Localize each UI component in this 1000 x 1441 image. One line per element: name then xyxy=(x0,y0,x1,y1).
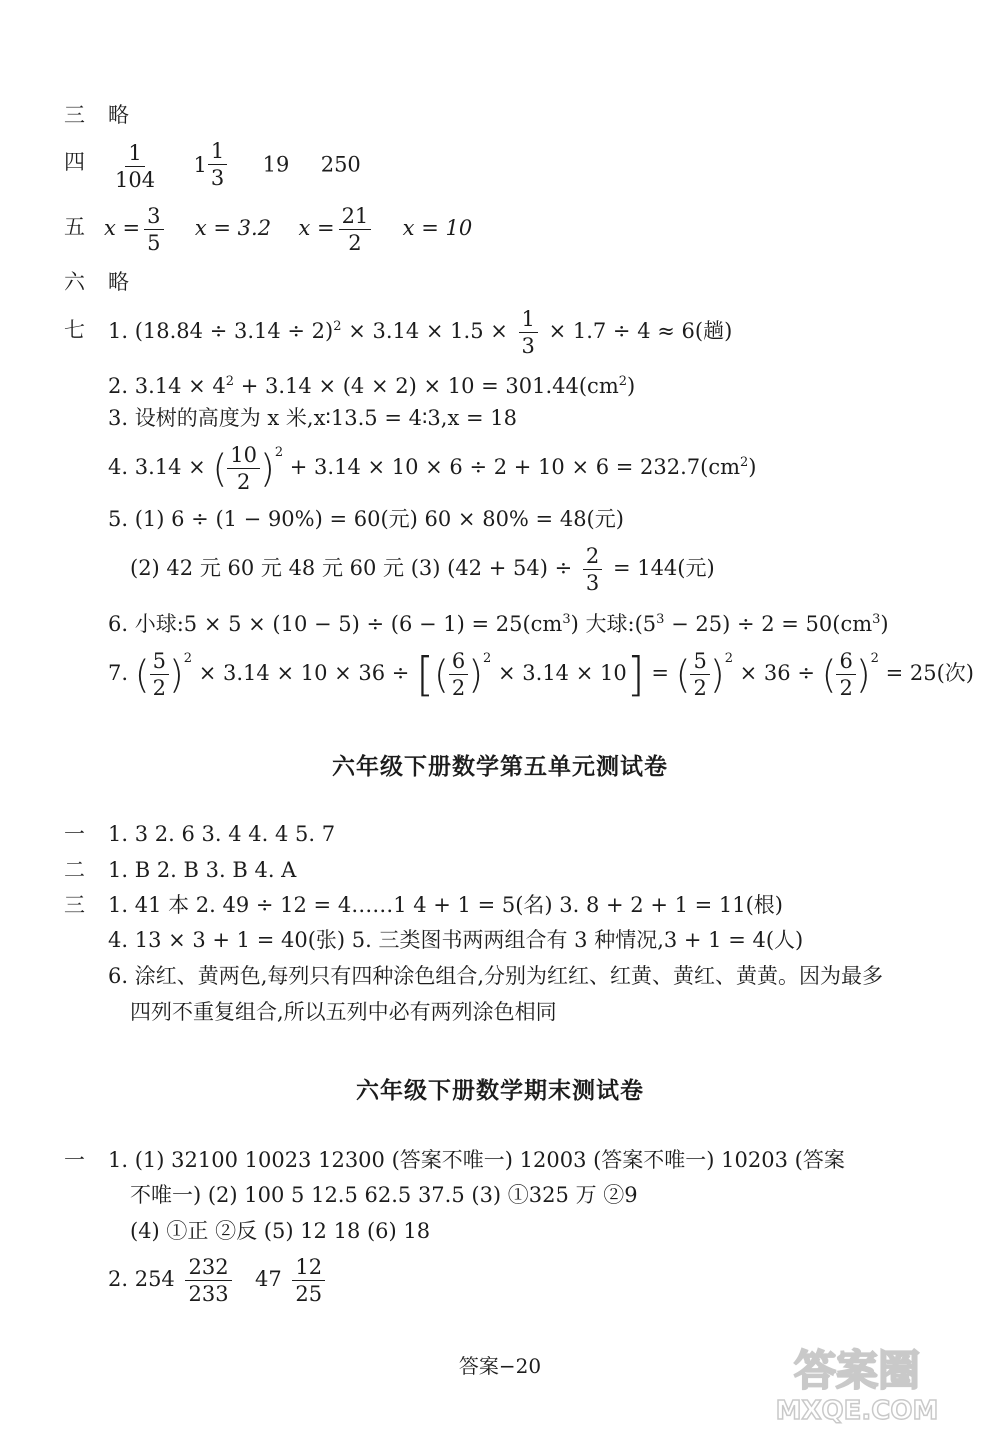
final-yi-line2: 不唯一) (2) 100 5 12.5 62.5 37.5 (3) ①325 万 ②9 xyxy=(130,1183,638,1207)
unit5-san-line1: 1. 41 本 2. 49 ÷ 12 = 4……1 4 + 1 = 5(名) 3. 8 + 2 + 1 = 11(根) xyxy=(108,893,784,917)
item-er-marker: 二 xyxy=(64,858,85,882)
section-heading-unit5: 六年级下册数学第五单元测试卷 xyxy=(332,754,668,780)
unit5-san-line3: 6. 涂红、黄两色,每列只有四种涂色组合,分别为红红、红黄、黄红、黄黄。因为最多 xyxy=(108,964,884,988)
qi-q5-2: (2) 42 元 60 元 48 元 60 元 (3) (42 + 54) ÷ $\frac{2}{3}$ = 144(元) xyxy=(130,544,715,596)
qi-q4: 4. 3.14 × ( $\frac{10}{2}$ )$^2 + 3.14 \times 10 \times 6 \div 2 + 10 \times 6 = 232.7(cm^2)$ xyxy=(108,443,757,495)
qi-q1: 1. $(18.84 \div 3.14 \div 2)^2 \times 3.14 \times 1.5$ × $\frac{1}{3}$ × 1.7 ÷ 4 ≈ 6(趟) xyxy=(108,307,733,359)
qi-q7: 7. ( $\frac{5}{2}$ )$^2$ × 3.14 × 10 × 36 ÷ [( $\frac{6}{2}$ )$^2$ × 3.14 × 10] = ( $\frac{5}{2}$ )$^2$ × 36 ÷ ( $\frac{6}{2}$ )$^2$ = 25(次) xyxy=(108,647,974,702)
unit5-er-answers: 1. B 2. B 3. B 4. A xyxy=(108,858,297,882)
item-si-answers: $\frac{1}{104}$ 1 $\frac{1}{3}$ 19 250 xyxy=(108,140,361,191)
unit5-san-line4: 四列不重复组合,所以五列中必有两列涂色相同 xyxy=(130,1000,557,1024)
item-si-marker: 四 xyxy=(64,150,85,174)
item-qi-marker: 七 xyxy=(64,318,85,342)
fraction: $\frac{1}{104}$ xyxy=(115,140,156,192)
item-san-text: 略 xyxy=(108,103,129,127)
svg-text:答案圈: 答案圈 xyxy=(793,1346,921,1395)
qi-q3: 3. 设树的高度为 x 米,x∶13.5 = 4∶3,x = 18 xyxy=(108,406,517,430)
item-yi-marker: 一 xyxy=(64,822,85,846)
qi-q6: 6. 小球:5 × $5 \times (10 - 5) \div (6 - 1) = 25(cm^3)$ 大球$:(5^3 - 25) \div 2 = 50(cm^3)$ xyxy=(108,612,889,636)
item-liu-text: 略 xyxy=(108,270,129,294)
item-san-marker: 三 xyxy=(64,103,85,127)
svg-text:MXQE.COM: MXQE.COM xyxy=(775,1396,939,1426)
item-liu-marker: 六 xyxy=(64,270,85,294)
item-wu-marker: 五 xyxy=(64,215,85,239)
unit5-yi-answers: 1. 3 2. 6 3. 4 4. 4 5. 7 xyxy=(108,822,336,846)
final-yi-line3: (4) ①正 ②反 (5) 12 18 (6) 18 xyxy=(130,1219,431,1243)
qi-q2: 2. $3.14 \times 4^2 + 3.14 \times (4 \times 2) \times 10 = 301.44(cm^2)$ xyxy=(108,374,636,398)
qi-q5-1: 5. (1) 6 ÷ (1 − 90%) = 60(元) 60 × 80% = 48(元) xyxy=(108,507,624,531)
mixed-number: 1 $\frac{1}{3}$ xyxy=(193,140,231,189)
final-yi-line1: 1. (1) 32100 10023 12300 (答案不唯一) 12003 (答案不唯一) 10203 (答案 xyxy=(108,1148,845,1172)
unit5-san-line2: 4. 13 × 3 + 1 = 40(张) 5. 三类图书两两组合有 3 种情况,3 + 1 = 4(人) xyxy=(108,928,804,952)
final-yi-line4: 2. 254 $\frac{232}{233}$ 47 $\frac{12}{25}$ xyxy=(108,1256,329,1305)
page-number: 答案−20 xyxy=(458,1354,542,1378)
item-san2-marker: 三 xyxy=(64,893,85,917)
watermark-logo xyxy=(752,1337,962,1427)
item-final-yi-marker: 一 xyxy=(64,1148,85,1172)
item-wu-answers: x = $\frac{3}{5}$ x = 3.2 x = $\frac{21}{2}$ x = 10 xyxy=(104,204,473,256)
section-heading-final: 六年级下册数学期末测试卷 xyxy=(356,1078,644,1104)
